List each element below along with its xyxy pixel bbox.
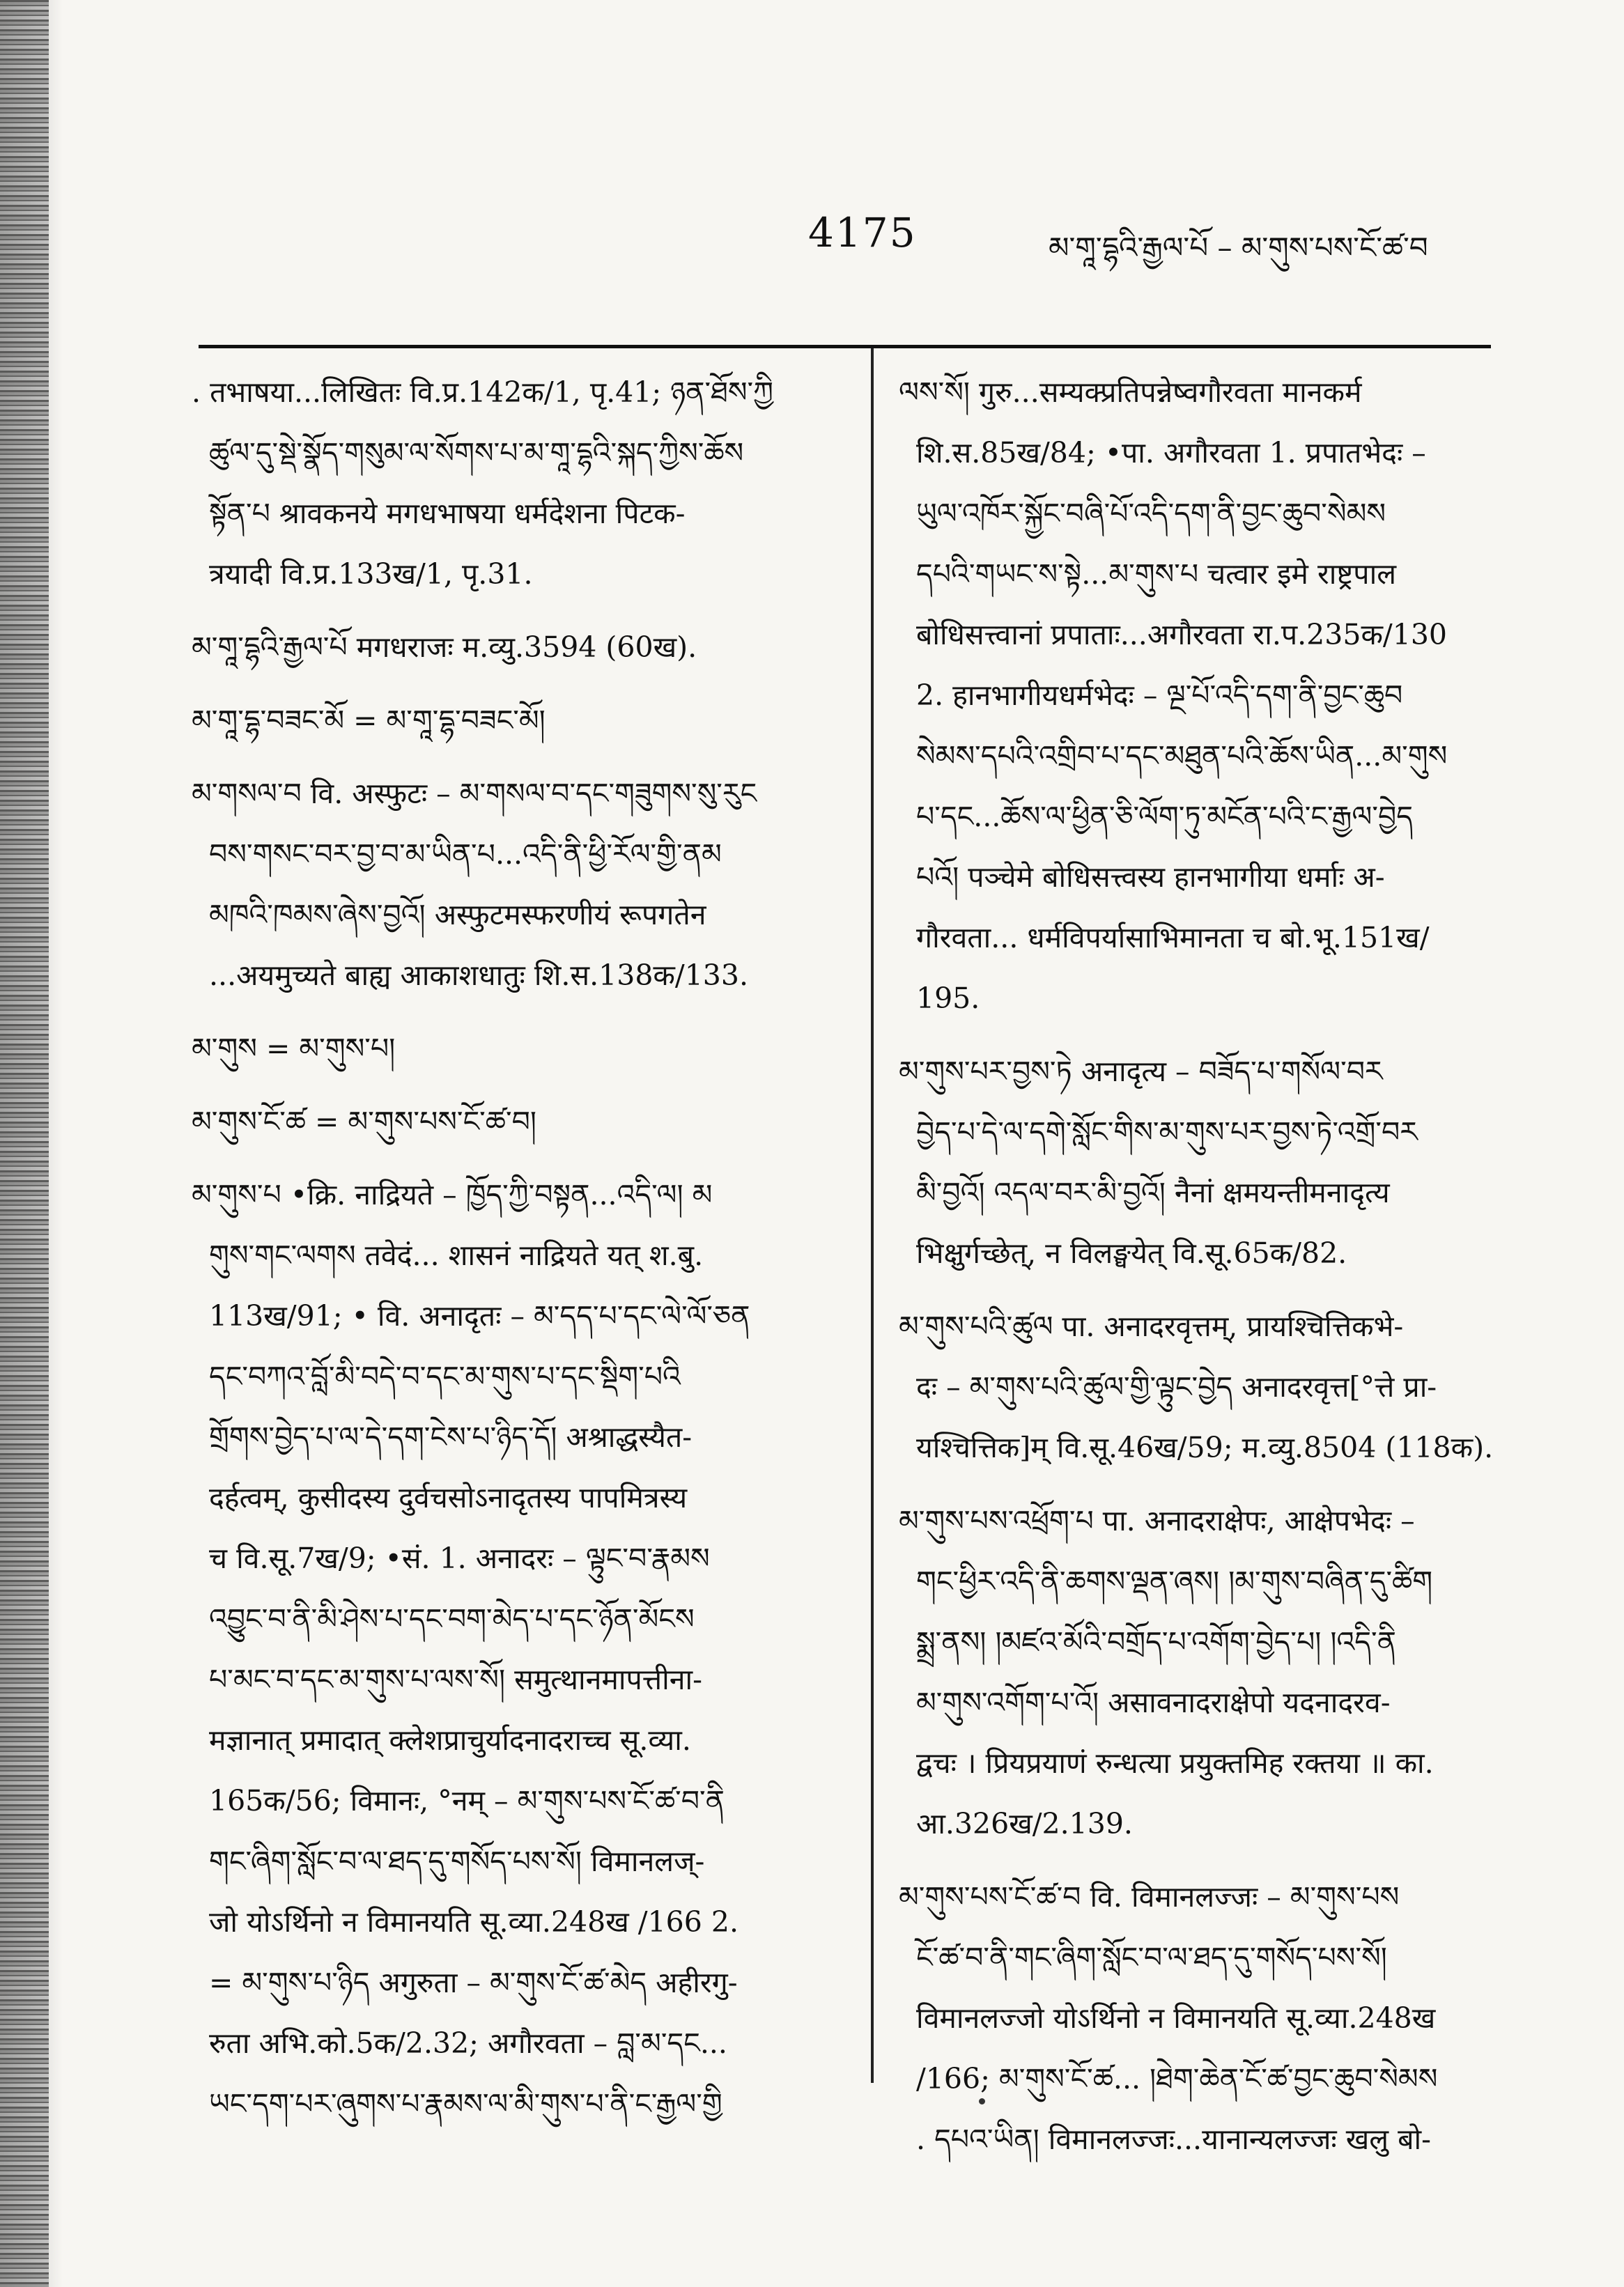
entry-line: शि.स.85ख/84; •पा. अगौरवता 1. प्रपातभेदः – <box>916 436 1426 470</box>
dictionary-entry <box>192 1092 833 1152</box>
entry-line: दर्हत्वम्, कुसीदस्य दुर्वचसोऽनादृतस्य पापमित्रस्य <box>209 1481 688 1514</box>
entry-line: པ་དང...ཆོས་ལ་ཕྱིན་ཅི་ལོག་ཏུ་མངོན་པའི་ང་རྒྱལ་བྱེད <box>916 800 1413 833</box>
entry-line: च वि.सू.7ख/9; •सं. 1. अनादरः – ལྟུང་བ་རྣམས <box>209 1542 710 1575</box>
entry-line: དཔའི་གཡང་ས་སྟེ...མ་གུས་པ चत्वार इमे राष्ट्रपाल <box>916 557 1397 591</box>
entry-line: བྱེད་པ་དེ་ལ་དགེ་སློང་གིས་མ་གུས་པར་བྱས་ཏེ་འགྲོ་བར <box>916 1115 1418 1149</box>
entry-line: སྨྲ་ནས། །མཛའ་མོའི་བགྲོད་པ་འགོག་བྱེད་པ། །འདི་ནི <box>916 1625 1396 1659</box>
entry-line: མ་གུས = མ་གུས་པ། <box>192 1032 396 1065</box>
page-number: 4175 <box>808 209 917 256</box>
dictionary-entry <box>899 362 1498 1029</box>
entry-line: मज्ञानात् प्रमादात् क्लेशप्राचुर्यादनादराच्च सू.व्या. <box>209 1723 691 1757</box>
entry-line: गौरवता... धर्मविपर्यासाभिमानता च बो.भू.151ख/ <box>916 921 1430 954</box>
right-column <box>899 362 1498 2183</box>
dictionary-entry <box>899 1041 1498 1284</box>
entry-line: མ་གཱ་དྷ་བཟང་མོ = མ་གཱ་དྷ་བཟང་མོ། <box>192 704 546 737</box>
entry-line: द्वचः । प्रियप्रयाणं रुन्धत्या प्रयुक्तमिह रक्तया ॥ का. <box>916 1746 1434 1780</box>
entry-line: ཡུལ་འཁོར་སྐྱོང་བཞི་པོ་འདི་དག་ནི་བྱང་ཆུབ་སེམས <box>916 497 1386 530</box>
entry-line: པའོ། पञ्चेमे बोधिसत्त्वस्य हानभागीया धर्माः अ- <box>916 860 1385 894</box>
entry-line: མ་གུས་པའི་ཚུལ पा. अनादरवृत्तम्, प्रायश्चित्तिकभे- <box>899 1310 1404 1343</box>
entry-line: འབྱུང་བ་ནི་མི་ཤེས་པ་དང་བག་མེད་པ་དང་ཉོན་མོངས <box>209 1602 695 1636</box>
entry-line: དང་བཀའ་བློ་མི་བདེ་བ་དང་མ་གུས་པ་དང་སྡིག་པའི <box>209 1360 681 1393</box>
entry-line: བས་གསང་བར་བྱ་བ་མ་ཡིན་པ...འདི་ནི་ཕྱི་རོལ་གྱི་ནམ <box>209 837 722 871</box>
entry-line: མ་གསལ་བ वि. अस्फुटः – མ་གསལ་བ་དང་གཟུགས་སུ་རུང <box>192 777 757 810</box>
entry-line: जो योऽर्थिनो न विमानयति सू.व्या.248ख /166 2. <box>209 1905 738 1939</box>
entry-line: གུས་གང་ལགས तवेदं... शासनं नाद्रियते यत् श.बु. <box>209 1239 704 1272</box>
left-column <box>192 362 833 2147</box>
dictionary-entry <box>192 690 833 751</box>
entry-line: 165क/56; विमानः, °नम् – མ་གུས་པས་ངོ་ཚ་བ་ནི <box>209 1784 725 1817</box>
entry-line: ...अयमुच्यते बाह्य आकाशधातुः शि.स.138क/133. <box>209 959 749 992</box>
entry-line: གང་ཞིག་སློང་བ་ལ་ཐད་དུ་གསོད་པས་སོ། विमानलज्- <box>209 1845 705 1878</box>
header-rule <box>199 345 1491 348</box>
entry-line: སེམས་དཔའི་འགྲིབ་པ་དང་མཐུན་པའི་ཆོས་ཡིན...མ་གུས <box>916 739 1448 773</box>
dictionary-entry <box>192 1165 833 2134</box>
entry-line: སྟོན་པ श्रावकनये मगधभाषया धर्मदेशना पिटक- <box>209 497 686 530</box>
entry-line: མ་གུས་འགོག་པ་འོ། असावनादराक्षेपो यदनादरव- <box>916 1686 1391 1719</box>
entry-line: भिक्षुर्गच्छेत्, न विलङ्घयेत् वि.सू.65क/82. <box>916 1236 1347 1270</box>
binding-edge <box>0 0 49 2287</box>
entry-line: . तभाषया...लिखितः वि.प्र.142क/1, पृ.41; ཉན་ཐོས་ཀྱི <box>192 375 773 409</box>
entry-line: दः – མ་གུས་པའི་ཚུལ་གྱི་ལྟུང་བྱེད अनादरवृत्त[°त्ते प्रा- <box>916 1370 1437 1404</box>
column-divider <box>871 348 874 2083</box>
entry-line: མ་གུས་པས་འཕྲོག་པ पा. अनादराक्षेपः, आक्षेपभेदः – <box>899 1504 1415 1537</box>
entry-line: यश्चित्तिक]म् वि.सू.46ख/59; म.व्यु.8504 (118क). <box>916 1431 1494 1464</box>
entry-line: མ་གཱ་དྷའི་རྒྱལ་པོ मगधराजः म.व्यु.3594 (60ख). <box>192 630 697 664</box>
entry-line: མཁའི་ཁམས་ཞེས་བྱའོ། अस्फुटमस्फरणीयं रूपगतेन <box>209 898 706 931</box>
dictionary-entry <box>192 1018 833 1079</box>
entry-line: बोधिसत्त्वानां प्रपाताः...अगौरवता रा.प.235क/130 <box>916 618 1447 651</box>
entry-line: གྲོགས་བྱེད་པ་ལ་དེ་དག་ངེས་པ་ཉིད་དོ། अश्राद्धस्यैत- <box>209 1420 693 1454</box>
entry-line: . དཔའ་ཡིན། विमानलज्जः...यानान्यलज्जः खलु बो- <box>916 2123 1431 2156</box>
dictionary-entry <box>192 362 833 605</box>
entry-line: ལས་སོ། गुरु...सम्यक्प्रतिपन्नेष्वगौरवता मानकर्म <box>899 375 1362 409</box>
dictionary-entry <box>192 617 833 678</box>
entry-line: 113ख/91; • वि. अनादृतः – མ་དད་པ་དང་ལེ་ལོ་ཅན <box>209 1299 750 1333</box>
footer-mark <box>979 2098 985 2104</box>
entry-line: विमानलज्जो योऽर्थिनो न विमानयति सू.व्या.248ख <box>916 2001 1436 2035</box>
running-headwords: མ་གཱ་དྷའི་རྒྱལ་པོ – མ་གུས་པས་ངོ་ཚ་བ <box>1049 231 1428 265</box>
entry-line: 195. <box>916 982 980 1015</box>
entry-line: रुता अभि.को.5क/2.32; अगौरवता – བླ་མ་དང... <box>209 2026 727 2060</box>
entry-line: आ.326ख/2.139. <box>916 1807 1133 1840</box>
entry-line: གང་ཕྱིར་འདི་ནི་ཆགས་ལྡན་ཞས། །མ་གུས་བཞིན་དུ་ཚིག <box>916 1565 1433 1598</box>
dictionary-entry <box>899 1491 1498 1854</box>
entry-line: ཡང་དག་པར་ཞུགས་པ་རྣམས་ལ་མི་གུས་པ་ནི་ང་རྒྱལ་གྱི <box>209 2087 722 2121</box>
entry-line: ཚུལ་དུ་སྡེ་སྣོད་གསུམ་ལ་སོགས་པ་མ་གཱ་དྷའི་སྐད་ཀྱིས་ཆོས <box>209 436 744 470</box>
entry-line: མ་གུས་པར་བྱས་ཏེ अनादृत्य – བཟོད་པ་གསོལ་བར <box>899 1055 1383 1088</box>
entry-line: མི་བྱའོ། འདལ་བར་མི་བྱའོ། नैनां क्षमयन्तीमनादृत्य <box>916 1176 1390 1209</box>
entry-line: त्रयादी वि.प्र.133ख/1, पृ.31. <box>209 557 533 591</box>
entry-line: མ་གུས་ངོ་ཚ = མ་གུས་པས་ངོ་ཚ་བ། <box>192 1105 536 1138</box>
entry-line: པ་མང་བ་དང་མ་གུས་པ་ལས་སོ། समुत्थानमापत्तीना- <box>209 1663 702 1696</box>
entry-line: 2. हानभागीयधर्मभेदः – ལྔ་པོ་འདི་དག་ནི་བྱང་ཆུབ <box>916 679 1403 712</box>
entry-line: མ་གུས་པས་ངོ་ཚ་བ वि. विमानलज्जः – མ་གུས་པས <box>899 1880 1400 1914</box>
dictionary-entry <box>899 1867 1498 2170</box>
entry-line: མ་གུས་པ •क्रि. नाद्रियते – ཁྱོད་ཀྱི་བསྟན...འདི་ལ། མ <box>192 1178 713 1211</box>
entry-line: ངོ་ཚ་བ་ནི་གང་ཞིག་སློང་བ་ལ་ཐད་དུ་གསོད་པས་སོ། <box>916 1941 1387 1974</box>
entry-line: = མ་གུས་པ་ཉིད अगुरुता – མ་གུས་ངོ་ཚ་མེད अहीरगु- <box>209 1966 738 1999</box>
entry-line: /166; མ་གུས་ངོ་ཚ... །ཐེག་ཆེན་ངོ་ཚ་བྱང་ཆུབ་སེམས <box>916 2062 1438 2095</box>
dictionary-entry <box>192 763 833 1006</box>
dictionary-entry <box>899 1296 1498 1478</box>
